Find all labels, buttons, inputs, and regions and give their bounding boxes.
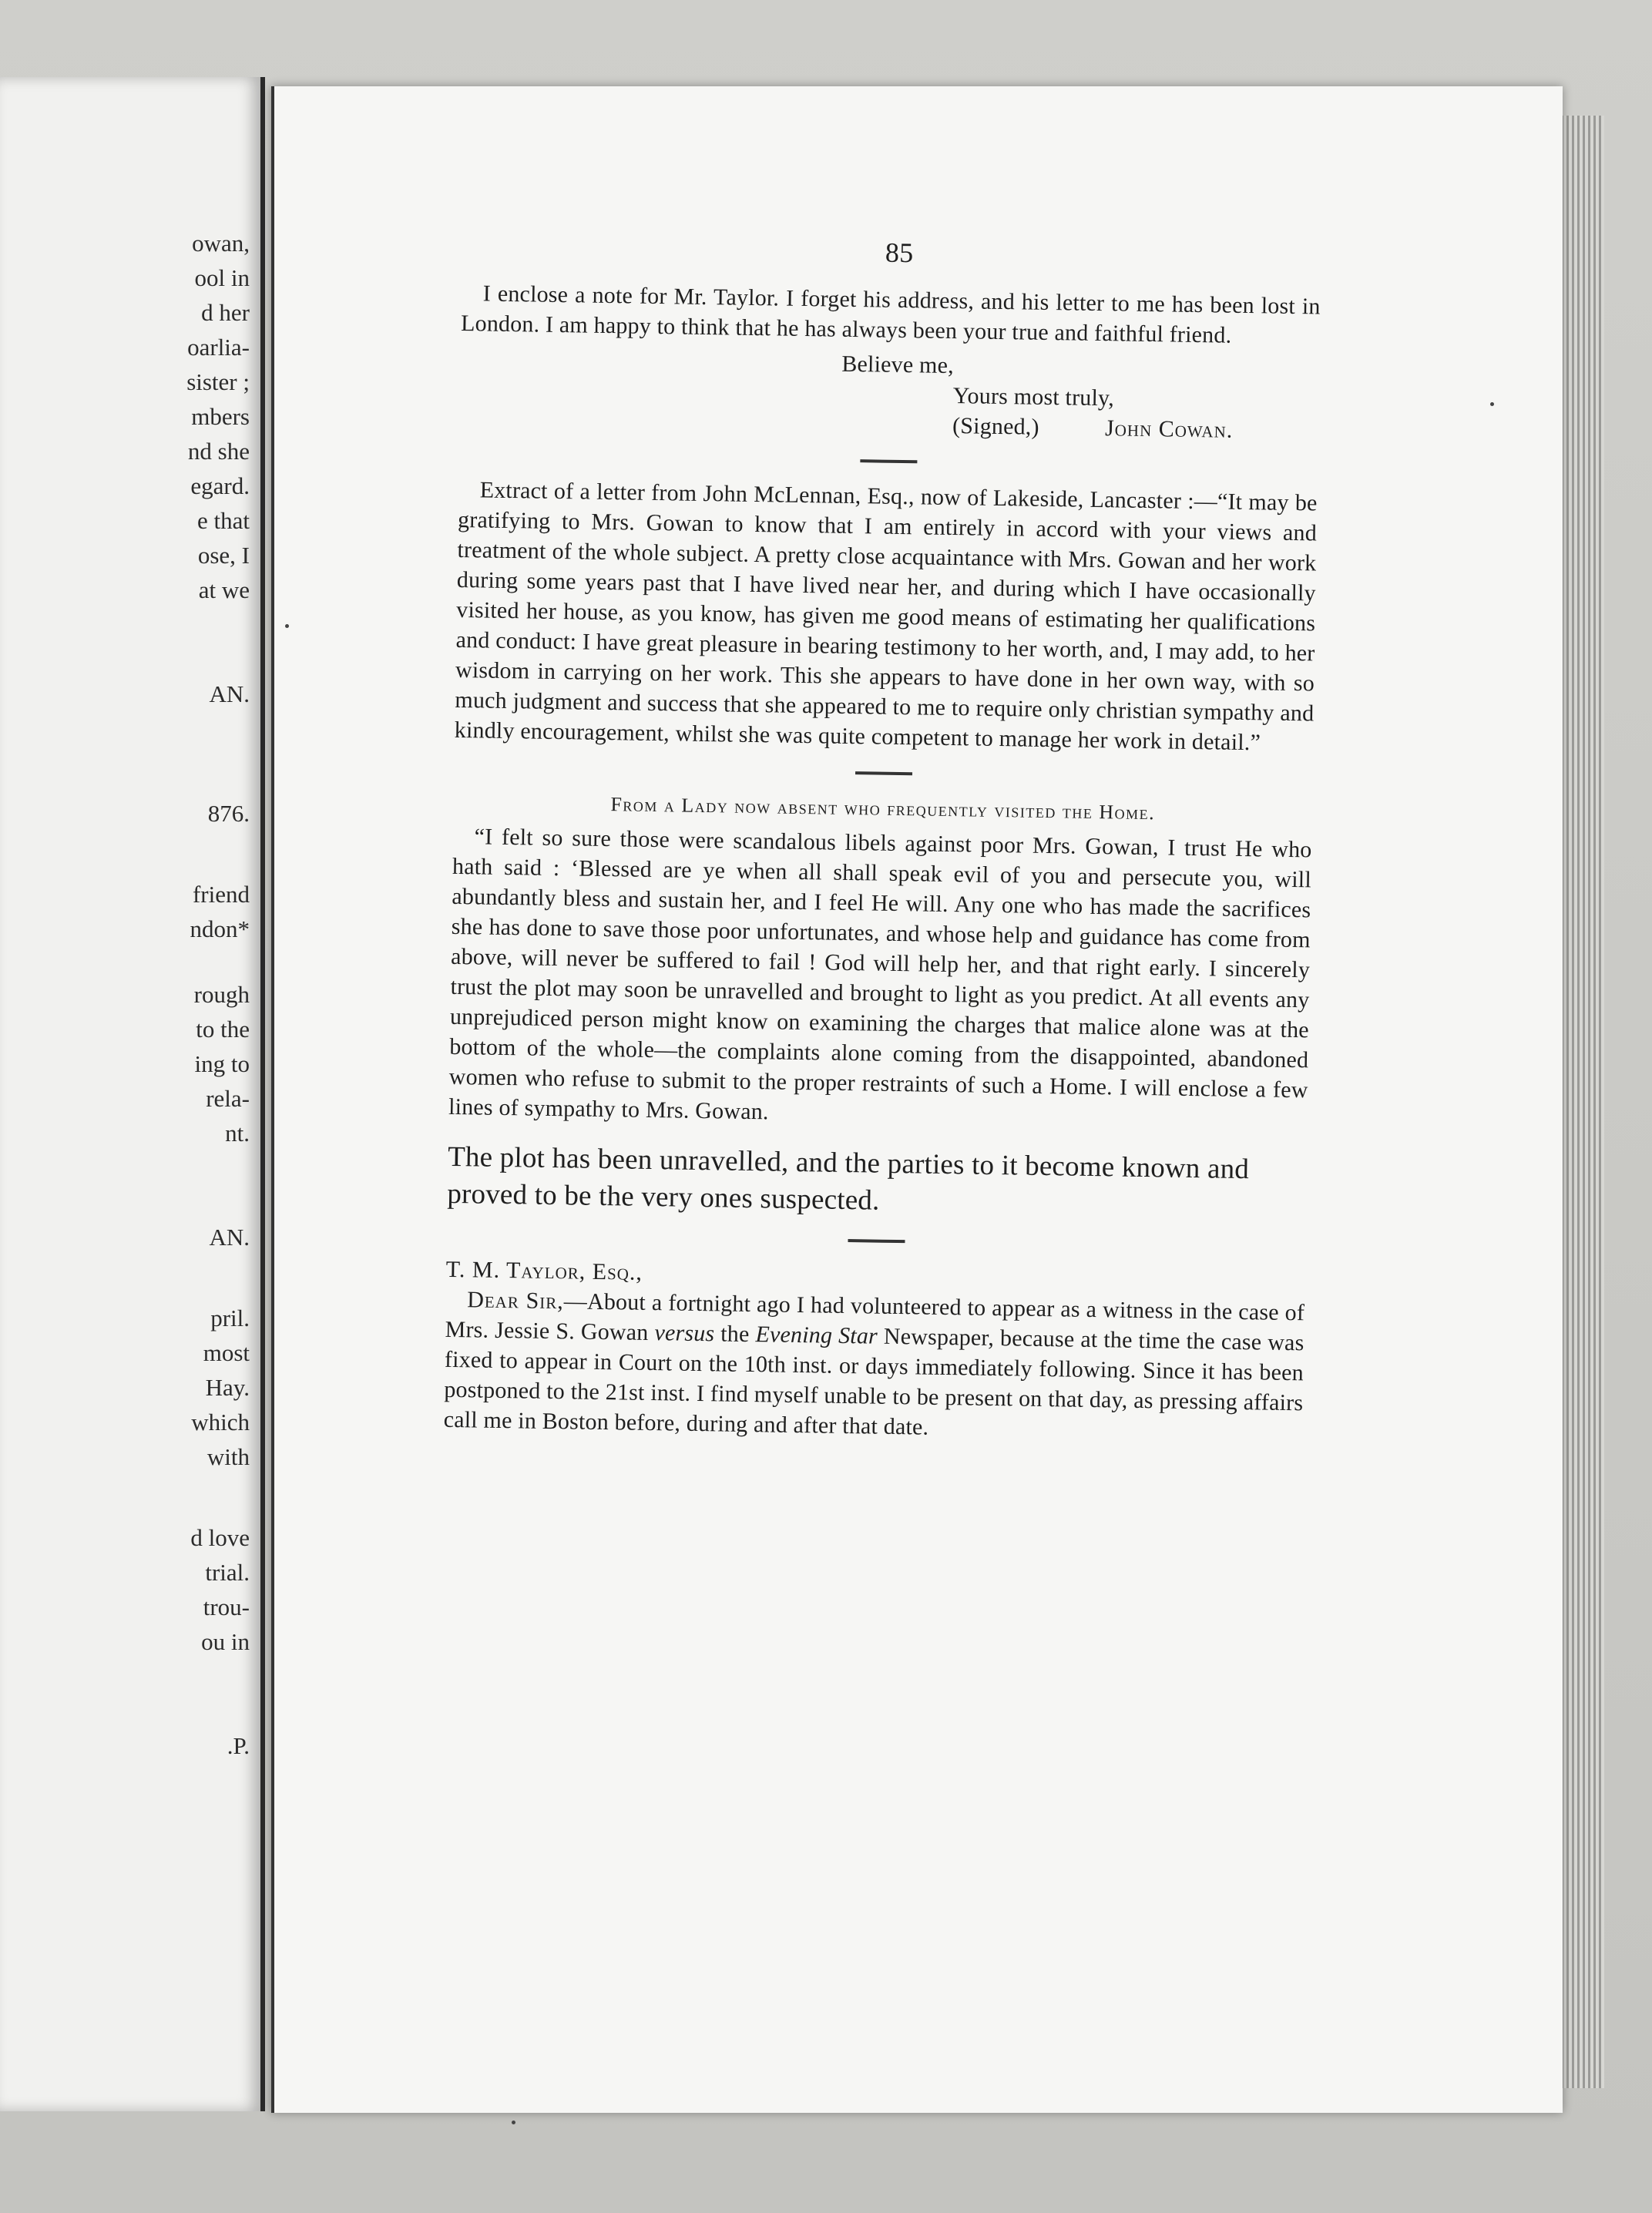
signoff (459, 343, 1320, 446)
left-page-fragment: to the (196, 1016, 250, 1043)
section-divider (855, 771, 912, 775)
signed-label: (Signed,) (952, 413, 1039, 440)
page-stack-edges (1560, 116, 1604, 2088)
margin-mark (285, 624, 289, 628)
left-page-fragment: ndon* (190, 915, 250, 942)
section-divider (860, 459, 917, 463)
left-page-fragment: trou- (203, 1593, 250, 1620)
section-heading: From a Lady now absent who frequently visited the Home. (610, 793, 1156, 824)
dear-sir: Dear Sir, (466, 1287, 565, 1315)
previous-page-edge (0, 77, 265, 2111)
newspaper-name: Evening Star (755, 1321, 878, 1349)
left-page-fragment: sister ; (186, 368, 250, 395)
left-page-fragment: .P. (227, 1732, 250, 1759)
left-page-fragment: mbers (191, 403, 250, 430)
left-page-fragment: owan, (192, 230, 250, 257)
ink-speck (512, 2121, 515, 2124)
signoff-yours: Yours most truly, (952, 383, 1115, 411)
page-number: 85 (885, 237, 914, 269)
left-page-fragment: Hay. (205, 1374, 250, 1401)
letter-text-b: the (714, 1321, 756, 1348)
letter-text-a: —About a fortnight ago I had volunteered to appear as a witness in the case of Mrs. Jessie S. Gowan (445, 1288, 1305, 1346)
left-page-fragment: nt. (225, 1120, 250, 1147)
left-page-fragment: friend (192, 881, 250, 908)
letter-text-c: Newspaper, because at the time the case was fixed to appear in Court on the 10th inst. or days immediately following. Since it has been postponed to the 21st inst. I find myself unable to be present on that day, as pressing affairs call me in Boston before, during and after that date. (443, 1323, 1304, 1440)
left-page-fragment: 876. (207, 800, 250, 827)
left-page-fragment: ose, I (197, 542, 250, 569)
left-page-fragment: egard. (190, 472, 250, 499)
left-page-fragment: d love (190, 1524, 250, 1551)
paragraph-taylor-letter (443, 1284, 1304, 1448)
section-divider (848, 1239, 905, 1243)
left-page-fragment: which (191, 1409, 250, 1436)
paragraph-plot-unravelled: The plot has been unravelled, and the parties to it become known and proved to be the very ones suspected. (447, 1140, 1250, 1217)
left-page-fragment: most (203, 1339, 250, 1366)
left-page-fragment: AN. (209, 1224, 250, 1251)
page-content (443, 231, 1321, 1448)
signoff-believe: Believe me, (841, 351, 955, 379)
left-page-fragment: AN. (209, 680, 250, 707)
left-page-fragment: at we (198, 576, 250, 603)
margin-mark (1490, 402, 1494, 406)
paragraph-lady-letter: “I felt so sure those were scandalous libels against poor Mrs. Gowan, I trust He who hath said : ‘Blessed are ye when all shall speak evil of you and persecute you, will abundantly bless and sustain her, and I feel He will. Any one who has made the sacrifices she has done to save those poor unfortunates, and whose help and guidance has come from above, will never be suffered to fail ! God will help her, and that right early. I sincerely trust the plot may soon be unravelled and brought to light as you predict. At all events any unprejudiced person might know on examining the charges that malice alone was at the bottom of the whole—the complaints alone coming from the disappointed, abandoned women who refuse to submit to the proper restraints of such a Home. I will enclose a few lines of sympathy to Mrs. Gowan. (448, 824, 1312, 1125)
left-page-fragment: nd she (187, 438, 250, 465)
left-page-fragment: rela- (206, 1085, 250, 1112)
left-page-fragment: e that (197, 507, 250, 534)
addressee-name: T. M. Taylor, Esq., (445, 1256, 643, 1285)
left-page-fragment: pril. (210, 1305, 250, 1331)
paragraph-extract: Extract of a letter from John McLennan, Esq., now of Lakeside, Lancaster :—“It may be gratifying to Mrs. Gowan to know that I am entirely in accord with your views and treatment of the whole subject. A pretty close acquaintance with Mrs. Gowan and her work during some years past that I have lived near her, and during which I have occasionally visited her house, as you know, has given me good means of estimating her qualifications and conduct: I have great pleasure in bearing testimony to her worth, and, I may add, to her wisdom in carrying on her work. This she appears to have done in her own way, with so much judgment and success that she appeared to me to require only christian sympathy and kindly encouragement, whilst she was quite competent to manage her work in detail.” (454, 477, 1318, 756)
left-page-fragment: ool in (194, 264, 250, 291)
left-page-fragment: trial. (205, 1559, 250, 1586)
paragraph-note: I enclose a note for Mr. Taylor. I forget his address, and his letter to me has been lost in London. I am happy to think that he has always been your true and faithful friend. (460, 280, 1321, 348)
left-page-fragment: oarlia- (187, 334, 250, 361)
left-page-fragment: ing to (194, 1050, 250, 1077)
signer-name: John Cowan. (1104, 415, 1234, 443)
left-page-fragment: rough (193, 981, 250, 1008)
left-page-fragment: d her (201, 299, 250, 326)
left-page-fragment: ou in (201, 1628, 250, 1655)
left-page-fragment: with (206, 1443, 250, 1470)
versus-word: versus (654, 1320, 715, 1347)
